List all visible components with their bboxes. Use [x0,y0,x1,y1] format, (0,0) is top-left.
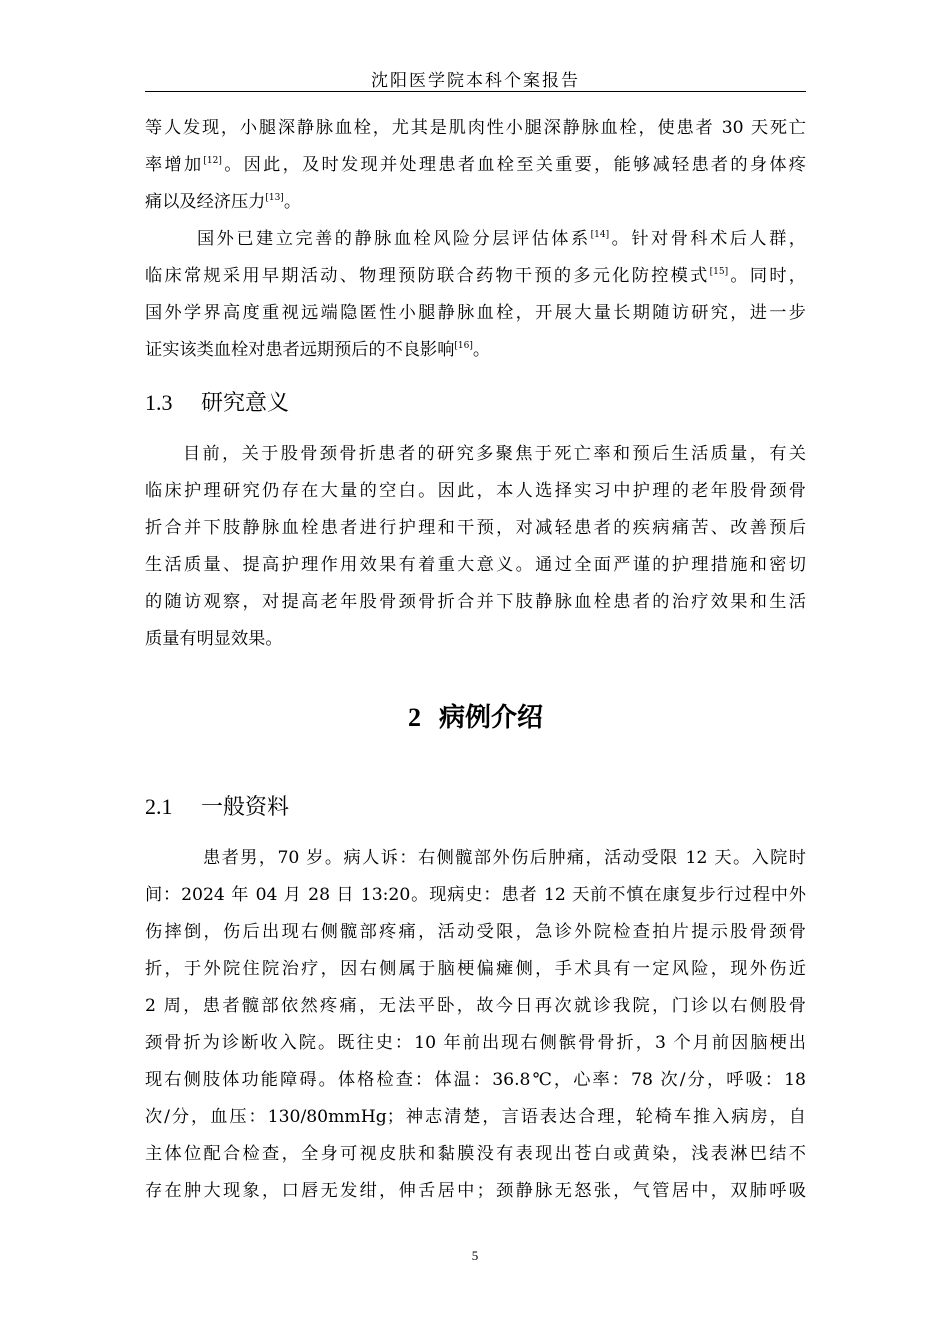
section-number: 1.3 [145,390,173,415]
text-line: 患者男，70 岁。病人诉：右侧髋部外伤后肿痛，活动受限 12 天。入院时 [203,848,806,868]
text-line: 目前，关于股骨颈骨折患者的研究多聚焦于死亡率和预后生活质量，有关 [183,444,806,464]
paragraph-1 [145,110,806,221]
text-line: 证实该类血栓对患者远期预后的不良影响[16]。 [145,340,491,360]
chapter-title: 病例介绍 [438,703,543,733]
text-line: 存在肿大现象，口唇无发绀，伸舌居中；颈静脉无怒张，气管居中，双肺呼吸 [145,1181,806,1201]
text-line: 间：2024 年 04 月 28 日 13:20。现病史：患者 12 天前不慎在康复步行过程中外 [145,885,806,905]
text-line: 现右侧肢体功能障碍。体格检查：体温：36.8℃，心率：78 次/分，呼吸：18 [145,1070,806,1090]
text-line: 国外已建立完善的静脉血栓风险分层评估体系[14]。针对骨科术后人群， [197,229,806,249]
text-line: 折，于外院住院治疗，因右侧属于脑梗偏瘫侧，手术具有一定风险，现外伤近 [145,959,806,979]
chapter-number: 2 [407,703,421,732]
chapter-heading-2 [145,697,806,734]
text-line: 临床护理研究仍存在大量的空白。因此，本人选择实习中护理的老年股骨颈骨 [145,481,806,501]
paragraph-3 [145,436,806,658]
text-line: 质量有明显效果。 [145,629,283,649]
citation: [14] [590,230,610,240]
text-line: 伤摔倒，伤后出现右侧髋部疼痛，活动受限，急诊外院检查拍片提示股骨颈骨 [145,922,806,942]
paragraph-4 [145,840,806,1210]
citation: [16] [454,341,473,351]
text-line: 痛以及经济压力[13]。 [145,192,302,212]
citation: [15] [709,267,729,277]
text-line: 率增加[12]。因此，及时发现并处理患者血栓至关重要，能够减轻患者的身体疼 [145,155,806,175]
section-title: 一般资料 [201,795,290,820]
text-line: 折合并下肢静脉血栓患者进行护理和干预，对减轻患者的疾病痛苦、改善预后 [145,518,806,538]
text-line: 生活质量、提高护理作用效果有着重大意义。通过全面严谨的护理措施和密切 [145,555,806,575]
section-heading-2-1 [145,790,289,821]
text-line: 等人发现，小腿深静脉血栓，尤其是肌肉性小腿深静脉血栓，使患者 30 天死亡 [145,118,806,138]
header-rule [145,91,806,92]
citation: [13] [265,193,284,203]
text-line: 2 周，患者髋部依然疼痛，无法平卧，故今日再次就诊我院，门诊以右侧股骨 [145,996,806,1016]
text-line: 颈骨折为诊断收入院。既往史：10 年前出现右侧髌骨骨折，3 个月前因脑梗出 [145,1033,806,1053]
text-line: 次/分，血压：130/80mmHg；神志清楚，言语表达合理，轮椅车推入病房，自 [145,1107,806,1127]
section-number: 2.1 [145,794,173,819]
text-line: 主体位配合检查，全身可视皮肤和黏膜没有表现出苍白或黄染，浅表淋巴结不 [145,1144,806,1164]
text-line: 国外学界高度重视远端隐匿性小腿静脉血栓，开展大量长期随访研究，进一步 [145,303,806,323]
section-title: 研究意义 [201,391,290,416]
paragraph-2 [145,221,806,369]
section-heading-1-3 [145,386,289,417]
page-header: 沈阳医学院本科个案报告 [371,71,580,91]
text-line: 临床常规采用早期活动、物理预防联合药物干预的多元化防控模式[15]。同时， [145,266,806,286]
text-line: 的随访观察，对提高老年股骨颈骨折合并下肢静脉血栓患者的治疗效果和生活 [145,592,806,612]
citation: [12] [203,156,222,166]
page-number: 5 [471,1248,479,1263]
